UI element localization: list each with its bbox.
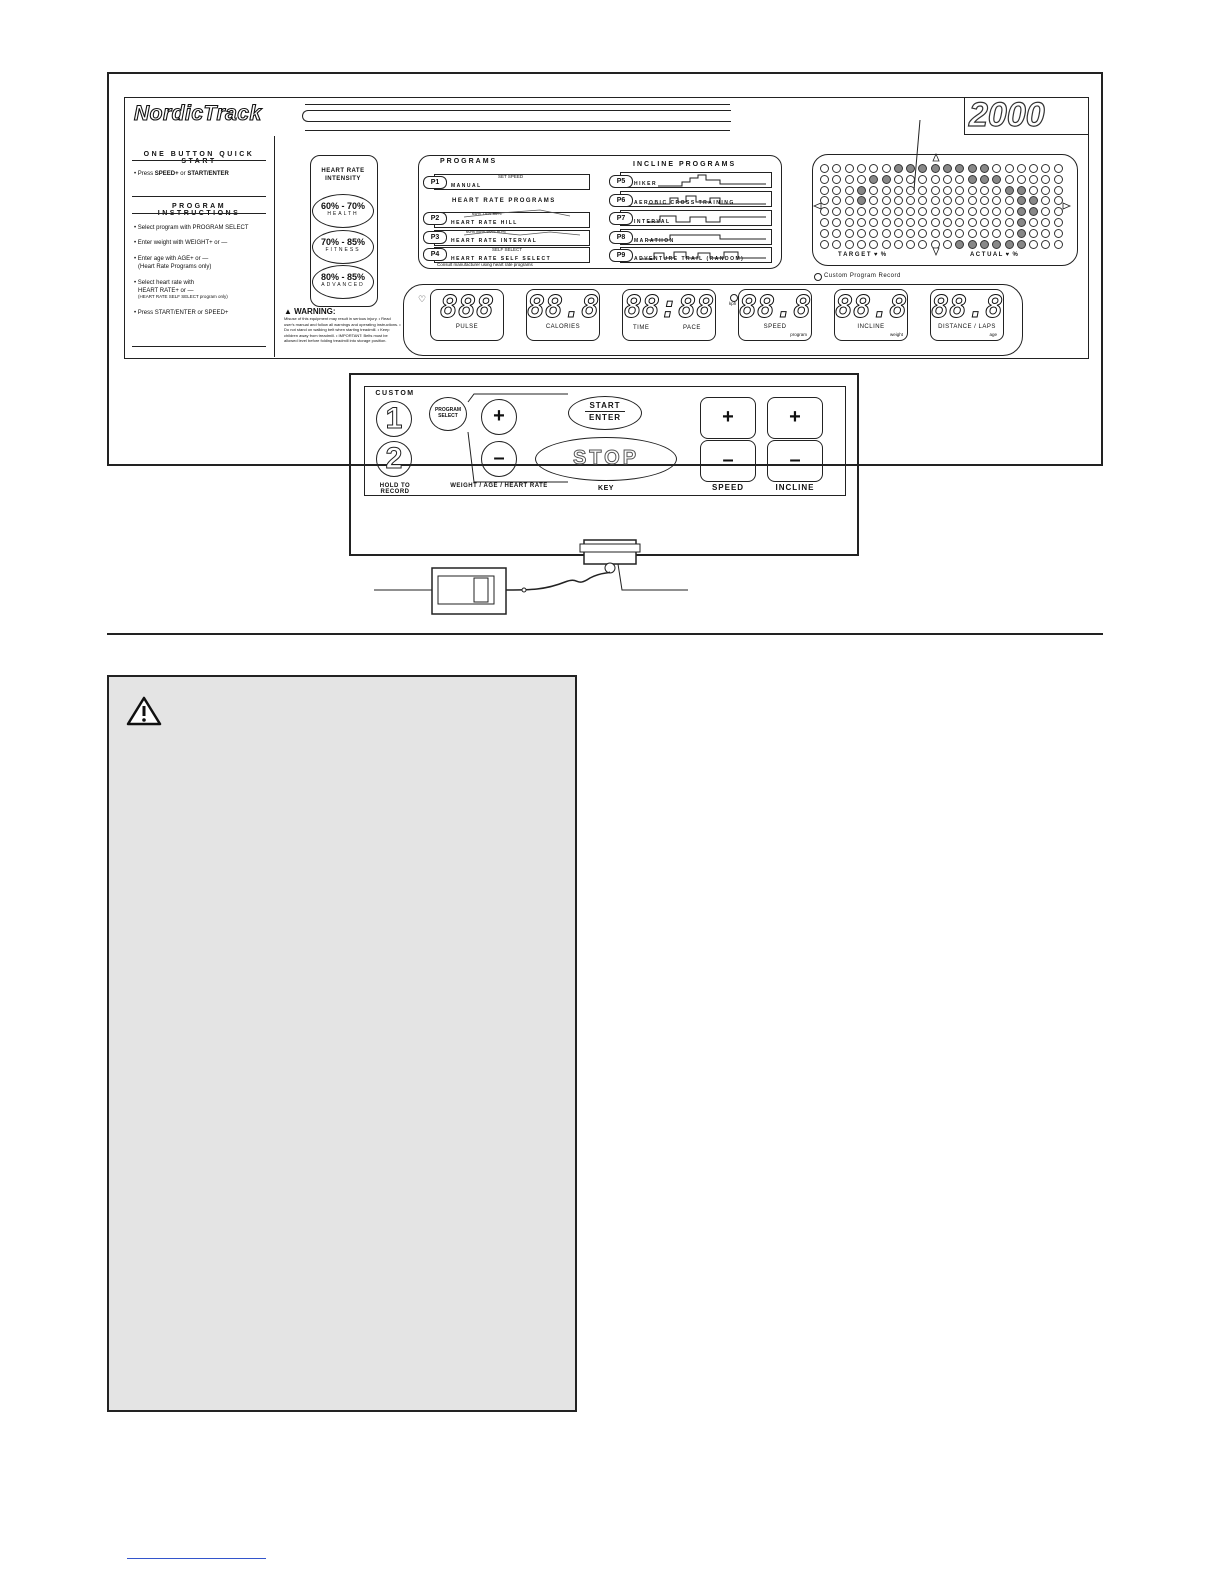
quick-start-rule	[132, 160, 266, 161]
display-time-label: TIME	[633, 325, 650, 331]
program-p9-name: ADVENTURE TRAIL (RANDOM)	[634, 256, 745, 262]
speed-plus-button[interactable]: +	[700, 397, 756, 439]
instructions-rule	[132, 213, 266, 214]
start-enter-button[interactable]	[568, 396, 642, 430]
program-p4-badge: P4	[423, 248, 447, 261]
custom-2-button[interactable]: 2	[376, 441, 412, 477]
program-p9-badge: P9	[609, 249, 633, 262]
display-incline-digits: 88.8	[835, 290, 908, 325]
kph-label: kph	[729, 301, 737, 306]
instruction-step-3-note: (Heart Rate Programs only)	[138, 264, 212, 270]
start-enter-divider	[585, 411, 625, 412]
intensity-fitness-name: FITNESS	[325, 247, 361, 253]
quick-start-key-speed: SPEED+	[154, 171, 179, 177]
header-rule	[305, 104, 730, 105]
instruction-step-5: • Press START/ENTER or SPEED+	[134, 310, 229, 316]
matrix-arrows-graphic	[808, 120, 1078, 260]
speed-minus-button[interactable]: –	[700, 440, 756, 482]
instruction-step-2: • Enter weight with WEIGHT+ or —	[134, 240, 228, 246]
stop-button[interactable]: STOP	[535, 437, 677, 481]
intensity-health-range: 60% - 70%	[320, 201, 366, 211]
warning-box	[107, 675, 577, 1412]
display-distance-digits: 88.8	[931, 290, 1004, 325]
model-number: 2000	[969, 96, 1045, 134]
display-speed	[738, 289, 812, 341]
quick-start-heading: ONE BUTTON QUICK START	[143, 151, 255, 165]
console-warning	[284, 307, 402, 355]
programs-heading: PROGRAMS	[440, 158, 498, 165]
program-p3-sub: 60% 80% 60% 80%	[466, 229, 506, 234]
display-distance-label: DISTANCE / LAPS	[938, 324, 996, 330]
intensity-title: HEART RATE INTENSITY	[321, 168, 365, 182]
program-p5-badge: P5	[609, 175, 633, 188]
matrix-actual-label: A C T U A L ♥ %	[970, 252, 1018, 258]
weight-minus-button[interactable]: –	[481, 441, 517, 477]
display-speed-digits: 88.8	[739, 290, 812, 325]
section-separator	[107, 633, 1103, 635]
key-clip-illustration	[370, 538, 700, 618]
display-calories-digits: 88.8	[527, 290, 600, 325]
program-p6-name: AEROBIC CROSS TRAINING	[634, 200, 735, 206]
intensity-health	[312, 194, 374, 228]
program-p1-sub: SET SPEED	[498, 174, 524, 179]
display-distance	[930, 289, 1004, 341]
program-select-label-1: PROGRAM	[434, 407, 462, 413]
display-pace-label: PACE	[683, 325, 701, 331]
display-calories-label: CALORIES	[545, 324, 581, 330]
intensity-fitness-range: 70% - 85%	[320, 237, 366, 247]
intensity-advanced-range: 80% - 85%	[320, 272, 366, 282]
weight-age-hr-label: WEIGHT / AGE / HEART RATE	[450, 483, 548, 489]
program-p6-badge: P6	[609, 194, 633, 207]
program-p7-badge: P7	[609, 212, 633, 225]
display-incline-sublabel: weight	[889, 332, 903, 337]
program-p2-badge: P2	[423, 212, 447, 225]
hr-programs-heading: HEART RATE PROGRAMS	[452, 198, 556, 204]
custom-label: CUSTOM	[375, 390, 415, 397]
header-rule-lower	[305, 130, 730, 131]
program-p4-name: HEART RATE SELF SELECT	[451, 256, 552, 262]
intensity-advanced	[312, 265, 374, 299]
hold-to-record-label: HOLD TO RECORD	[379, 483, 411, 495]
instruction-step-3: • Enter age with AGE+ or —	[134, 256, 209, 262]
incline-plus-button[interactable]: +	[767, 397, 823, 439]
heart-icon: ♡	[418, 294, 427, 304]
custom-1-button[interactable]: 1	[376, 401, 412, 437]
incline-minus-button[interactable]: –	[767, 440, 823, 482]
incline-programs-heading: INCLINE PROGRAMS	[633, 161, 737, 168]
program-p1-name: MANUAL	[451, 183, 482, 189]
warning-triangle-large-icon	[126, 696, 162, 726]
program-select-button[interactable]	[429, 397, 467, 431]
enter-label: ENTER	[588, 413, 622, 422]
program-p3-badge: P3	[423, 231, 447, 244]
program-p2-name: HEART RATE HILL	[451, 220, 518, 226]
display-time	[622, 289, 716, 341]
header-stripe	[302, 110, 731, 122]
console-warning-title: WARNING:	[294, 307, 336, 316]
intensity-fitness	[312, 230, 374, 264]
display-incline-label: INCLINE	[857, 324, 885, 330]
start-label: START	[589, 401, 621, 410]
program-p2-sub: 65% 75% 85%	[472, 211, 502, 216]
instructions-heading: PROGRAM INSTRUCTIONS	[157, 203, 241, 217]
display-incline	[834, 289, 908, 341]
intensity-health-name: HEALTH	[327, 211, 359, 217]
instructions-rule-bottom	[132, 346, 266, 347]
display-speed-sublabel: program	[790, 332, 807, 337]
intensity-advanced-name: ADVANCED	[321, 282, 365, 288]
matrix-record-label: Custom Program Record	[824, 273, 901, 279]
instruction-step-1: • Select program with PROGRAM SELECT	[134, 225, 249, 231]
instruction-step-4: • Select heart rate with	[134, 280, 195, 286]
brand-logo: NordicTrack	[134, 102, 262, 125]
program-p1-badge: P1	[423, 176, 447, 189]
quick-start-or: or	[178, 171, 188, 177]
quick-start-text	[134, 170, 274, 178]
program-p4-sub: SELF SELECT	[492, 247, 523, 252]
program-profiles-graphic	[420, 155, 780, 267]
display-distance-sublabel: age	[989, 332, 997, 337]
display-pulse-label: PULSE	[455, 324, 479, 330]
display-speed-label: SPEED	[763, 324, 787, 330]
display-pulse	[430, 289, 504, 341]
quick-start-press: • Press	[134, 171, 155, 177]
display-calories	[526, 289, 600, 341]
programs-note: Consult manufacturer using heart rate programs	[437, 262, 533, 267]
footer-link-rule	[127, 1558, 266, 1559]
quick-start-key-start: START/ENTER	[187, 171, 229, 177]
display-time-digits: 88:88	[623, 290, 715, 325]
instruction-step-4b: HEART RATE+ or —	[138, 288, 194, 294]
weight-plus-button[interactable]: +	[481, 399, 517, 435]
program-p3-name: HEART RATE INTERVAL	[451, 238, 538, 244]
record-indicator-icon	[814, 273, 822, 281]
warning-triangle-icon: ▲	[284, 307, 292, 316]
matrix-target-label: T A R G E T ♥ %	[838, 252, 887, 258]
incline-label: INCLINE	[775, 483, 815, 492]
console-warning-text: Misuse of this equipment may result in serious injury. • Read user's manual and follow all warnings and operating instructions. • Do not stand on walking belt when starting treadmill. • Keep children away from treadmill. • IMPORTANT: Belts must be allowed level before folding treadmill into storage position.	[284, 316, 401, 343]
program-select-label-2: SELECT	[438, 413, 458, 419]
key-label: KEY	[598, 485, 614, 492]
program-p8-name: MARATHON	[634, 238, 675, 244]
speed-label: SPEED	[711, 483, 745, 492]
console-warning-title-row	[284, 307, 402, 316]
program-p5-name: HIKER	[634, 181, 658, 187]
instructions-rule-top	[132, 196, 266, 197]
instruction-step-4-note: (HEART RATE SELF SELECT program only)	[138, 294, 228, 299]
program-p8-badge: P8	[609, 231, 633, 244]
display-pulse-digits: 888	[439, 290, 495, 325]
program-p7-name: INTERVAL	[634, 219, 671, 225]
